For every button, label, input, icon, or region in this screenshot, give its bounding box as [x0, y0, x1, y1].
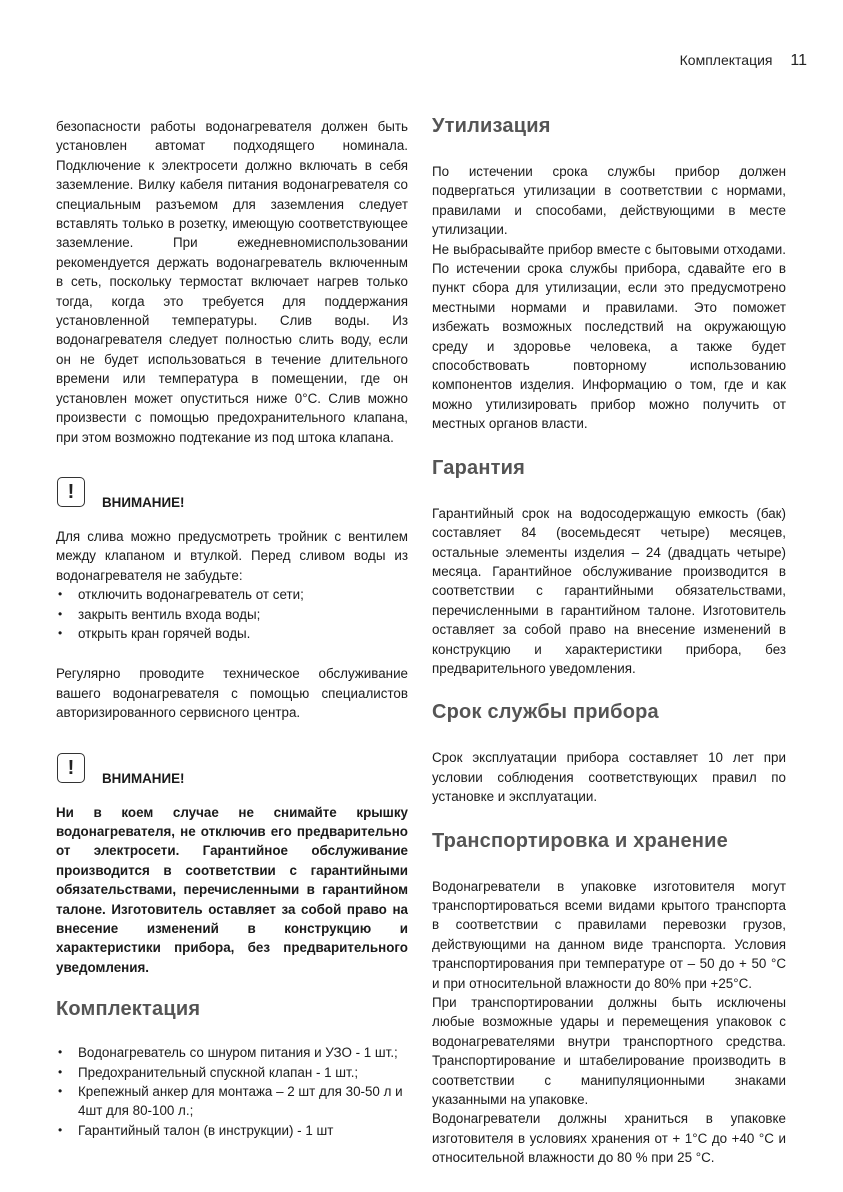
warning-block-1 — [56, 471, 408, 510]
warning-paragraph: Ни в коем случае не снимайте крышку водонагревателя, не отключив его предварительно от электросети. Гарантийное обслуживание производится в соответствии с гарантийными обязательствами, перечисленными в гарантийном талоне. Изготовитель оставляет за собой право на внесение изменений в конструкцию и характеристики прибора, без предварительного уведомления. — [56, 804, 408, 975]
page-number: 11 — [790, 52, 807, 69]
disposal-paragraph-2: Не выбрасывайте прибор вместе с бытовыми отходами. По истечении срока службы прибора, сдавайте его в пункт сбора для утилизации, если это предусмотрено местными нормами и правилами. Это поможет избежать возможных последствий на окружающую среду и здоровье человека, а также будет способствовать повторному использованию компонентов изделия. Информацию о том, где и как можно утилизировать прибор можно получить от местных органов власти. — [432, 241, 786, 432]
kit-heading: Комплектация — [56, 998, 201, 1021]
list-item: • открыть кран горячей воды. — [56, 624, 408, 643]
drain-paragraph: Для слива можно предусмотреть тройник с вентилем между клапаном и втулкой. Перед сливом воды из водонагревателя не забудьте: — [56, 528, 408, 583]
lifetime-heading: Срок службы прибора — [432, 701, 659, 724]
warranty-paragraph: Гарантийный срок на водосодержащую емкость (бак) составляет 84 (восемьдесят четыре) месяцев, остальные элементы изделия – 24 (двадцать четыре) месяца. Гарантийное обслуживание производится в соответствии с гарантийными обязательствами, перечисленными в гарантийном талоне. Изготовитель оставляет за собой право на внесение изменений в конструкцию и характеристики прибора, без предварительного уведомления. — [432, 505, 786, 676]
transport-paragraph-2: При транспортировании должны быть исключены любые возможные удары и перемещения упаковок с водонагревателями внутри транспортного средства. Транспортирование и штабелирование производить в соответствии с манипуляционными знаками указанными на упаковке. — [432, 995, 786, 1108]
left-column — [56, 117, 408, 1140]
intro-paragraph: безопасности работы водонагревателя должен быть установлен автомат подходящего номинала. Подключение к электросети должно включать в себя заземление. Вилку кабеля питания водонагревателя со специальным разъемом для заземления следует вставлять только в розетку, имеющую соответствующее заземление. При ежедневномиспользовании рекомендуется держать водонагреватель включенным в сеть, поскольку термостат включает нагрев только тогда, когда это требуется для поддержания установленной температуры. Слив воды. Из водонагревателя следует полностью слить воду, если он не будет использоваться в течение длительного времени или температура в помещении, где он установлен может опуститься ниже 0°С. Слив можно произвести с помощью предохранительного клапана, при этом возможно подтекание из под штока клапана. — [56, 119, 408, 445]
list-item: • Предохранительный спускной клапан - 1 шт.; — [56, 1063, 408, 1082]
transport-paragraph-3: Водонагреватели должны храниться в упаковке изготовителя в условиях хранения от + 1°С до +40 °С и относительной влажности до 80 % при 25 °С. — [432, 1111, 786, 1166]
exclamation-icon: ! — [57, 477, 85, 507]
disposal-paragraph-1: По истечении срока службы прибор должен подвергаться утилизации в соответствии с нормами, правилами и способами, действующими в месте утилизации. — [432, 164, 786, 238]
list-item: • отключить водонагреватель от сети; — [56, 585, 408, 604]
list-item: • Гарантийный талон (в инструкции) - 1 шт — [56, 1121, 408, 1140]
warning-label: ВНИМАНИЕ! — [102, 770, 185, 786]
list-item: • Водонагреватель со шнуром питания и УЗО - 1 шт.; — [56, 1043, 408, 1062]
exclamation-icon: ! — [57, 753, 85, 783]
warranty-heading: Гарантия — [432, 456, 525, 479]
list-item: • Крепежный анкер для монтажа – 2 шт для 30-50 л и 4шт для 80-100 л.; — [56, 1082, 408, 1121]
transport-heading: Транспортировка и хранение — [432, 829, 728, 852]
warning-label: ВНИМАНИЕ! — [102, 494, 185, 510]
warning-block-2 — [56, 747, 408, 786]
kit-list — [56, 1043, 408, 1140]
header-section-title: Комплектация — [679, 52, 773, 68]
service-paragraph: Регулярно проводите техническое обслуживание вашего водонагревателя с помощью специалистов авторизированного сервисного центра. — [56, 666, 408, 721]
right-column — [432, 117, 786, 1168]
drain-steps-list — [56, 585, 408, 643]
lifetime-paragraph: Срок эксплуатации прибора составляет 10 лет при условии соблюдения соответствующих правил по установке и эксплуатации. — [432, 750, 786, 805]
transport-paragraph-1: Водонагреватели в упаковке изготовителя могут транспортироваться всеми видами крытого транспорта в соответствии с правилами перевозки грузов, действующими на данном виде транспорта. Условия транспортирования при температуре от – 50 до + 50 °С и при относительной влажности до 80% при +25°С. — [432, 878, 786, 991]
disposal-heading: Утилизация — [432, 115, 551, 137]
page-header — [680, 52, 807, 70]
list-item: • закрыть вентиль входа воды; — [56, 605, 408, 624]
